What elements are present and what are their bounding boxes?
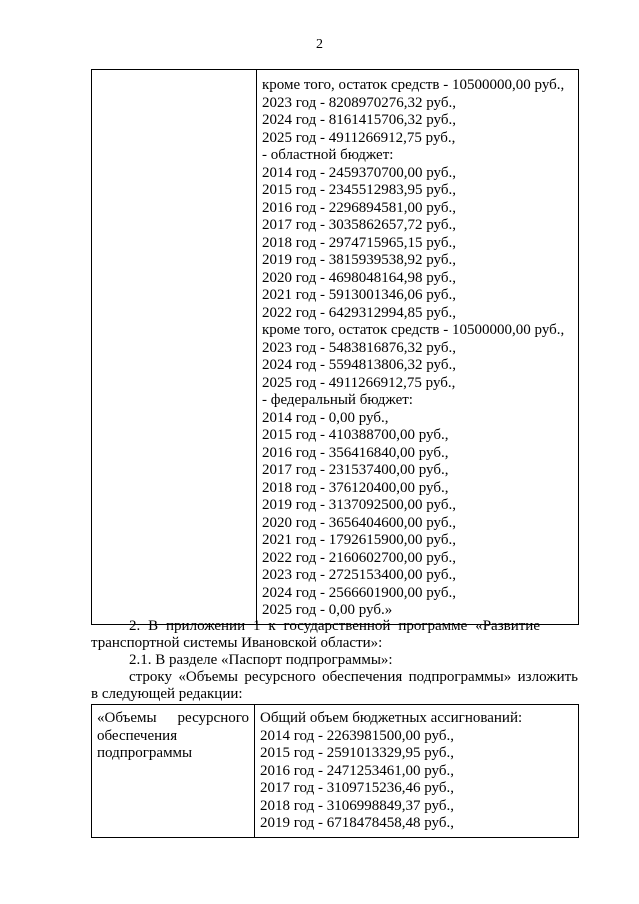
funding-line: 2014 год - 2263981500,00 руб., [260, 727, 454, 744]
paragraph-instruction-text-1: строку «Объемы ресурсного обеспечения подпрограммы» изложить [129, 669, 578, 685]
funding-line: 2019 год - 3137092500,00 руб., [262, 497, 456, 513]
funding-lines [257, 70, 578, 624]
row-label-line-2: обеспечения [97, 727, 178, 744]
table-row [92, 705, 579, 838]
paragraph-appendix-line2: транспортной системы Ивановской области»: [91, 635, 383, 651]
funding-line: 2015 год - 2345512983,95 руб., [262, 182, 456, 198]
funding-line: 2023 год - 2725153400,00 руб., [262, 567, 456, 583]
funding-line: 2018 год - 2974715965,15 руб., [262, 234, 456, 251]
funding-line: 2014 год - 2459370700,00 руб., [262, 164, 456, 181]
row-label-line-1: «Объемы ресурсного [97, 710, 249, 726]
funding-line: 2025 год - 4911266912,75 руб., [262, 129, 456, 146]
funding-line: 2020 год - 3656404600,00 руб., [262, 514, 456, 531]
funding-line: 2024 год - 2566601900,00 руб., [262, 584, 456, 601]
funding-line: 2019 год - 6718478458,48 руб., [260, 815, 454, 831]
table-row [92, 70, 579, 625]
row-label-line-3: подпрограммы [97, 745, 193, 761]
resource-table-new [91, 704, 579, 838]
funding-line: 2021 год - 5913001346,06 руб., [262, 287, 456, 303]
funding-line: Общий объем бюджетных ассигнований: [260, 710, 523, 726]
funding-line: 2023 год - 5483816876,32 руб., [262, 339, 456, 356]
table-cell-values [257, 70, 579, 625]
funding-lines [255, 705, 578, 837]
funding-line: 2015 год - 410388700,00 руб., [262, 427, 449, 443]
funding-line: 2017 год - 3109715236,46 руб., [260, 780, 454, 796]
funding-line: 2023 год - 8208970276,32 руб., [262, 94, 456, 111]
funding-line: 2024 год - 5594813806,32 руб., [262, 357, 456, 373]
funding-line: 2024 год - 8161415706,32 руб., [262, 112, 456, 128]
funding-line: 2022 год - 6429312994,85 руб., [262, 304, 456, 321]
funding-line: 2021 год - 1792615900,00 руб., [262, 532, 456, 548]
table-cell-label [92, 705, 255, 838]
page-number: 2 [316, 37, 323, 52]
funding-line: 2016 год - 2296894581,00 руб., [262, 199, 456, 216]
table-cell-values [255, 705, 579, 838]
funding-line: 2014 год - 0,00 руб., [262, 409, 389, 426]
funding-line: 2017 год - 231537400,00 руб., [262, 462, 449, 478]
paragraph-appendix-line1 [91, 618, 578, 635]
funding-line: 2016 год - 2471253461,00 руб., [260, 762, 454, 779]
funding-line: - федеральный бюджет: [262, 392, 413, 408]
funding-line: кроме того, остаток средств - 10500000,00 руб., [262, 322, 565, 338]
table-cell-label [92, 70, 257, 625]
funding-line: - областной бюджет: [262, 147, 394, 163]
funding-line: 2019 год - 3815939538,92 руб., [262, 252, 456, 268]
funding-line: 2016 год - 356416840,00 руб., [262, 444, 449, 461]
funding-line: 2018 год - 3106998849,37 руб., [260, 797, 454, 814]
funding-line: 2017 год - 3035862657,72 руб., [262, 217, 456, 233]
paragraph-appendix-text-1: 2. В приложении 1 к государственной программе «Развитие [129, 618, 540, 634]
funding-line: 2025 год - 4911266912,75 руб., [262, 374, 456, 391]
row-label [92, 705, 254, 763]
funding-line: 2015 год - 2591013329,95 руб., [260, 745, 454, 761]
paragraph-instruction-line2: в следующей редакции: [91, 686, 243, 702]
funding-line: 2025 год - 0,00 руб.» [262, 602, 393, 618]
funding-line: 2022 год - 2160602700,00 руб., [262, 549, 456, 566]
paragraph-instruction-line1 [91, 669, 578, 686]
funding-line: кроме того, остаток средств - 10500000,00 руб., [262, 77, 565, 93]
paragraph-section: 2.1. В разделе «Паспорт подпрограммы»: [129, 652, 393, 668]
funding-line: 2020 год - 4698048164,98 руб., [262, 269, 456, 286]
resource-table-continued [91, 69, 579, 625]
funding-line: 2018 год - 376120400,00 руб., [262, 479, 449, 496]
